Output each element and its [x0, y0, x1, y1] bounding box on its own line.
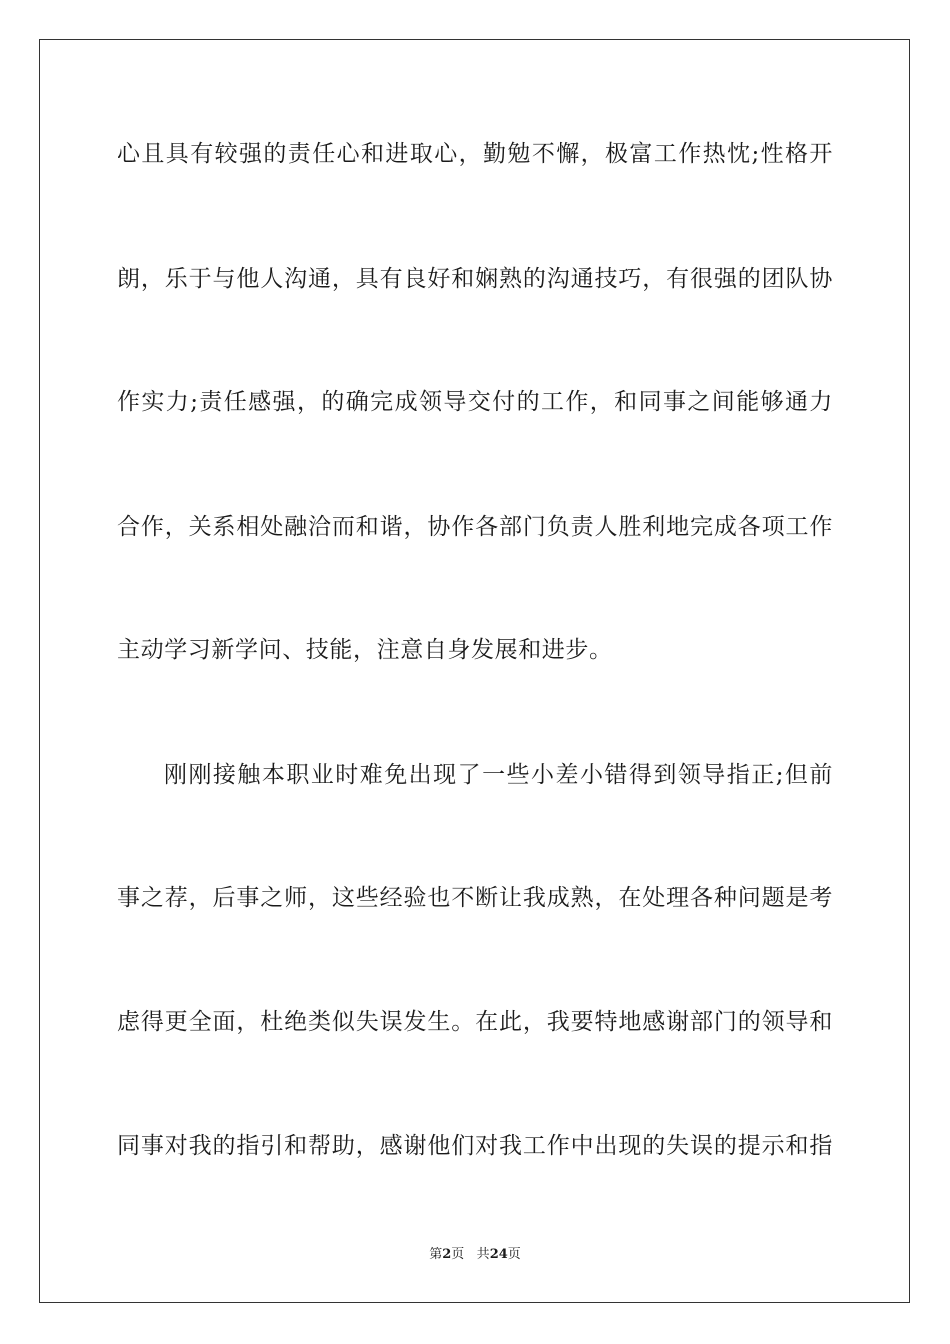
paragraph-line-9: 同事对我的指引和帮助，感谢他们对我工作中出现的失误的提示和指 — [117, 1133, 833, 1159]
footer-page-number: 2 — [442, 1247, 452, 1262]
footer-page-suffix: 页 — [451, 1247, 465, 1262]
page-border — [39, 39, 910, 1303]
paragraph-line-8: 虑得更全面，杜绝类似失误发生。在此，我要特地感谢部门的领导和 — [117, 1009, 833, 1035]
footer-total-pages: 24 — [489, 1247, 508, 1262]
paragraph-line-2: 朗，乐于与他人沟通，具有良好和娴熟的沟通技巧，有很强的团队协 — [117, 266, 833, 292]
footer-total-suffix: 页 — [507, 1247, 521, 1262]
page-footer — [0, 1246, 950, 1264]
footer-page-prefix: 第 — [429, 1247, 443, 1262]
paragraph-line-7: 事之荐，后事之师，这些经验也不断让我成熟，在处理各种问题是考 — [117, 885, 833, 911]
footer-total-prefix: 共 — [476, 1247, 490, 1262]
paragraph-line-1: 心且具有较强的责任心和进取心，勤勉不懈，极富工作热忱;性格开 — [117, 141, 833, 167]
paragraph-line-6: 刚刚接触本职业时难免出现了一些小差小错得到领导指正;但前 — [164, 762, 833, 788]
paragraph-line-4: 合作，关系相处融洽而和谐，协作各部门负责人胜利地完成各项工作 — [117, 514, 833, 540]
paragraph-line-3: 作实力;责任感强，的确完成领导交付的工作，和同事之间能够通力 — [117, 389, 833, 415]
paragraph-line-5: 主动学习新学问、技能，注意自身发展和进步。 — [117, 637, 613, 663]
